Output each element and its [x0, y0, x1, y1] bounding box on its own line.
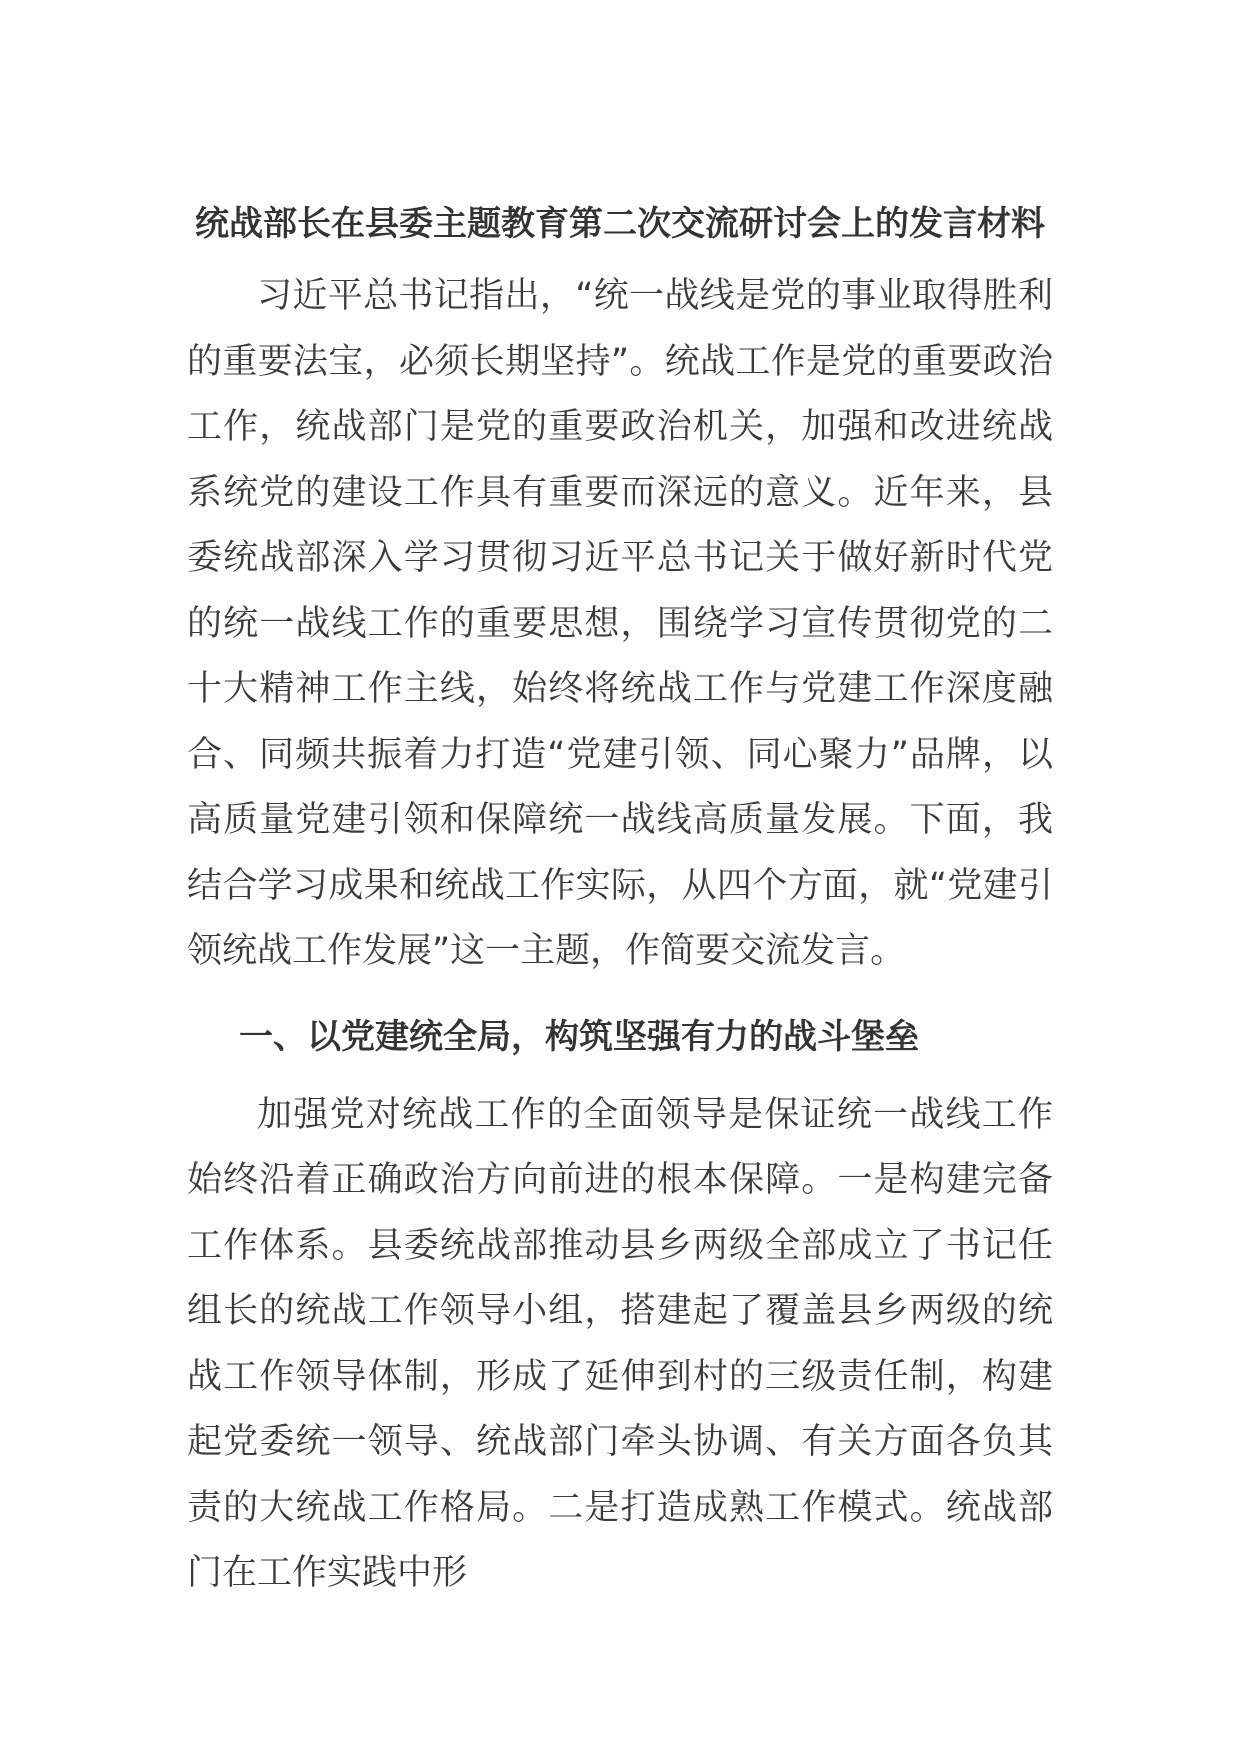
document-title: 统战部长在县委主题教育第二次交流研讨会上的发言材料: [195, 204, 1045, 244]
section-heading: 一、以党建统全局，构筑坚强有力的战斗堡垒: [239, 1016, 919, 1057]
section-paragraph: 加强党对统战工作的全面领导是保证统一战线工作始终沿着正确政治方向前进的根本保障。一是构建完备工作体系。县委统战部推动县乡两级全部成立了书记任组长的统战工作领导小组，搭建起了覆盖县乡两级的统战工作领导体制，形成了延伸到村的三级责任制，构建起党委统一领导、统战部门牵头协调、有关方面各负其责的大统战工作格局。二是打造成熟工作模式。统战部门在工作实践中形: [187, 1094, 1053, 1593]
document-page: [187, 200, 1053, 1607]
intro-paragraph: 习近平总书记指出，“统一战线是党的事业取得胜利的重要法宝，必须长期坚持”。统战工作是党的重要政治工作，统战部门是党的重要政治机关，加强和改进统战系统党的建设工作具有重要而深远的意义。近年来，县委统战部深入学习贯彻习近平总书记关于做好新时代党的统一战线工作的重要思想，围绕学习宣传贯彻党的二十大精神工作主线，始终将统战工作与党建工作深度融合、同频共振着力打造“党建引领、同心聚力”品牌，以高质量党建引领和保障统一战线高质量发展。下面，我结合学习成果和统战工作实际，从四个方面，就“党建引领统战工作发展”这一主题，作简要交流发言。: [187, 276, 1053, 971]
